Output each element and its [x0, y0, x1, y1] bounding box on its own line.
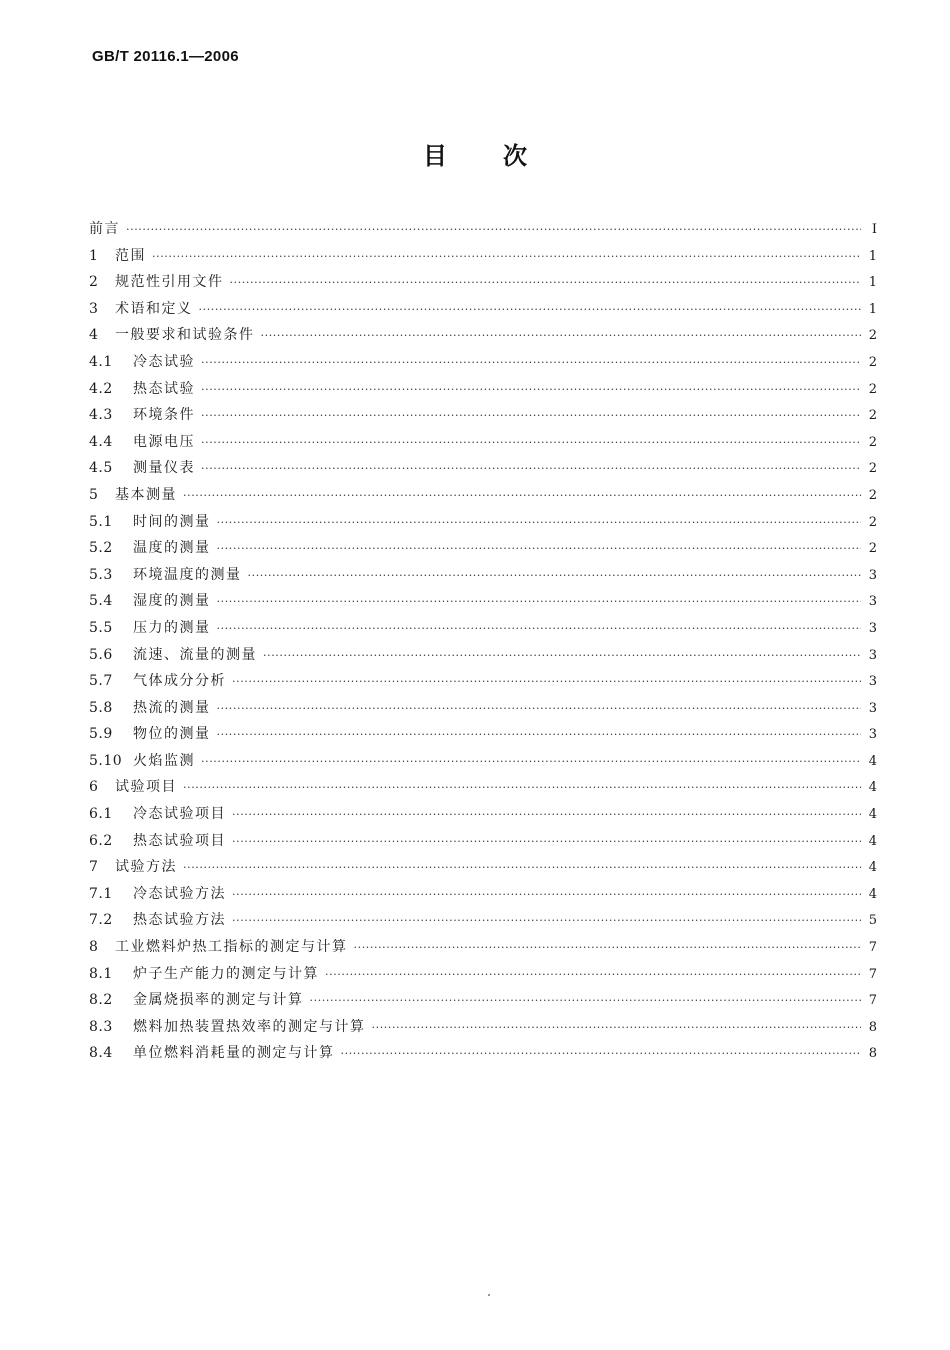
toc-entry-title: 热流的测量: [133, 699, 211, 716]
toc-leader-dots: [201, 462, 861, 475]
toc-entry-number: 4.3: [89, 407, 113, 424]
toc-entry-page: 3: [868, 620, 877, 636]
toc-leader-dots: [372, 1021, 862, 1034]
toc-entry-title: 压力的测量: [133, 619, 211, 636]
toc-entry[interactable]: [89, 537, 877, 564]
toc-leader-dots: [217, 622, 862, 635]
toc-entry[interactable]: [89, 803, 877, 830]
toc-entry-page: 3: [868, 700, 877, 716]
toc-entry-title: 工业燃料炉热工指标的测定与计算: [115, 939, 348, 956]
toc-leader-dots: [232, 835, 861, 848]
toc-entry[interactable]: [89, 351, 877, 378]
toc-entry-page: 2: [868, 408, 877, 424]
toc-leader-dots: [217, 702, 862, 715]
toc-entry-title: 冷态试验项目: [133, 806, 226, 823]
toc-entry[interactable]: [89, 963, 877, 990]
toc-leader-dots: [201, 409, 861, 422]
toc-entry-title: 试验项目: [115, 779, 177, 796]
toc-entry-page: 4: [868, 753, 877, 769]
toc-entry-number: 6.1: [89, 806, 113, 823]
toc-entry-number: 4.5: [89, 460, 113, 477]
toc-leader-dots: [232, 675, 861, 688]
toc-entry-page: 4: [868, 807, 877, 823]
toc-entry-number: 6.2: [89, 832, 113, 849]
toc-entry-number: 5.2: [89, 540, 113, 557]
toc-entry-title: 冷态试验方法: [133, 885, 226, 902]
toc-leader-dots: [232, 914, 861, 927]
toc-entry[interactable]: [89, 271, 877, 298]
toc-leader-dots: [201, 356, 861, 369]
toc-entry-title: 湿度的测量: [133, 593, 211, 610]
toc-entry[interactable]: [89, 324, 877, 351]
toc-entry-number: 2: [89, 274, 99, 291]
toc-entry-number: 4: [89, 327, 99, 344]
toc-leader-dots: [152, 250, 861, 263]
toc-entry-page: 3: [868, 727, 877, 743]
toc-leader-dots: [217, 595, 862, 608]
toc-leader-dots: [126, 223, 861, 236]
toc-entry-number: 5.5: [89, 619, 113, 636]
toc-entry[interactable]: [89, 697, 877, 724]
toc-entry-number: 7: [89, 859, 99, 876]
toc-entry-title: 测量仪表: [133, 460, 195, 477]
toc-leader-dots: [201, 755, 861, 768]
toc-entry[interactable]: [89, 989, 877, 1016]
toc-entry-number: 5.7: [89, 673, 113, 690]
title-char: 目: [423, 142, 447, 170]
toc-entry-page: 3: [868, 594, 877, 610]
toc-entry-number: 5.9: [89, 726, 113, 743]
toc-entry-page: 2: [868, 354, 877, 370]
toc-entry-title: 气体成分分析: [133, 673, 226, 690]
toc-entry-title: 前言: [89, 221, 120, 237]
toc-entry-page: 1: [868, 301, 877, 317]
toc-leader-dots: [183, 861, 861, 874]
toc-entry[interactable]: [89, 723, 877, 750]
toc-entry-number: 8.3: [89, 1018, 113, 1035]
toc-entry-title: 炉子生产能力的测定与计算: [133, 965, 319, 982]
toc-entry-number: 5.1: [89, 513, 113, 530]
toc-entry-number: 1: [89, 247, 99, 264]
toc-leader-dots: [325, 968, 861, 981]
toc-entry-page: 3: [868, 674, 877, 690]
toc-entry-title: 环境条件: [133, 407, 195, 424]
toc-entry[interactable]: [89, 1042, 877, 1069]
toc-entry[interactable]: [89, 431, 877, 458]
toc-entry-title: 物位的测量: [133, 726, 211, 743]
toc-leader-dots: [341, 1047, 862, 1060]
toc-leader-dots: [232, 808, 861, 821]
toc-entry[interactable]: [89, 511, 877, 538]
toc-entry-title: 流速、流量的测量: [133, 646, 257, 663]
toc-entry[interactable]: [89, 218, 877, 245]
toc-entry-page: 2: [868, 381, 877, 397]
toc-entry-page: 2: [868, 514, 877, 530]
toc-leader-dots: [263, 649, 861, 662]
toc-entry-page: 1: [868, 275, 877, 291]
toc-entry-page: 7: [868, 940, 877, 956]
toc-entry-number: 8.4: [89, 1045, 113, 1062]
toc-entry[interactable]: [89, 378, 877, 405]
toc-entry-title: 试验方法: [115, 859, 177, 876]
toc-entry-number: 8.2: [89, 992, 113, 1009]
toc-entry[interactable]: [89, 617, 877, 644]
toc-entry-page: 4: [868, 833, 877, 849]
toc-leader-dots: [354, 941, 862, 954]
toc-entry-title: 燃料加热装置热效率的测定与计算: [133, 1018, 366, 1035]
toc-entry[interactable]: [89, 856, 877, 883]
toc-entry-title: 热态试验方法: [133, 912, 226, 929]
toc-entry-title: 电源电压: [133, 433, 195, 450]
toc-entry[interactable]: [89, 883, 877, 910]
toc-entry-number: 5.10: [89, 752, 123, 769]
toc-leader-dots: [217, 542, 862, 555]
toc-entry-title: 冷态试验: [133, 353, 195, 370]
toc-entry-title: 单位燃料消耗量的测定与计算: [133, 1045, 335, 1062]
toc-entry[interactable]: [89, 298, 877, 325]
toc-entry-number: 5.6: [89, 646, 113, 663]
toc-entry-page: 2: [868, 541, 877, 557]
toc-entry-title: 金属烧损率的测定与计算: [133, 992, 304, 1009]
toc-entry-number: 7.2: [89, 912, 113, 929]
toc-entry-number: 5.3: [89, 566, 113, 583]
toc-entry-page: 4: [868, 780, 877, 796]
toc-entry[interactable]: [89, 1016, 877, 1043]
toc-entry-title: 温度的测量: [133, 540, 211, 557]
toc-entry-title: 环境温度的测量: [133, 566, 242, 583]
toc-entry[interactable]: [89, 670, 877, 697]
toc-entry-title: 一般要求和试验条件: [115, 327, 255, 344]
toc-leader-dots: [248, 569, 862, 582]
toc-leader-dots: [199, 303, 862, 316]
toc-entry-page: 3: [868, 647, 877, 663]
toc-entry-page: 8: [868, 1046, 877, 1062]
toc-leader-dots: [201, 436, 861, 449]
toc-leader-dots: [310, 994, 862, 1007]
toc-entry-page: 8: [868, 1019, 877, 1035]
toc-entry[interactable]: [89, 245, 877, 272]
toc-entry-title: 术语和定义: [115, 300, 193, 317]
toc-entry-number: 5: [89, 486, 99, 503]
toc-entry[interactable]: [89, 564, 877, 591]
toc-entry-number: 8.1: [89, 965, 113, 982]
toc-entry-number: 5.8: [89, 699, 113, 716]
toc-entry-number: 4.2: [89, 380, 113, 397]
toc-entry-page: 4: [868, 860, 877, 876]
scan-speck: [488, 1294, 490, 1296]
toc-entry-number: 8: [89, 939, 99, 956]
toc-entry-page: 7: [868, 993, 877, 1009]
page-title: [0, 136, 950, 171]
toc-entry-page: 2: [868, 328, 877, 344]
toc-leader-dots: [201, 383, 861, 396]
toc-entry-page: 7: [868, 966, 877, 982]
toc-entry-number: 7.1: [89, 885, 113, 902]
toc-leader-dots: [232, 888, 861, 901]
toc-leader-dots: [183, 489, 861, 502]
standard-number: GB/T 20116.1—2006: [92, 48, 239, 65]
title-char: 次: [503, 142, 527, 170]
toc-entry-number: 6: [89, 779, 99, 796]
toc-leader-dots: [261, 329, 862, 342]
toc-entry-title: 热态试验项目: [133, 832, 226, 849]
toc-entry[interactable]: [89, 590, 877, 617]
toc-entry[interactable]: [89, 776, 877, 803]
toc-entry-page: Ⅰ: [871, 222, 877, 237]
toc-entry-page: 1: [868, 248, 877, 264]
toc-leader-dots: [183, 781, 861, 794]
toc-entry-page: 3: [868, 567, 877, 583]
toc-leader-dots: [217, 516, 862, 529]
toc-entry-number: 4.4: [89, 433, 113, 450]
toc-entry-title: 基本测量: [115, 486, 177, 503]
toc-entry-number: 5.4: [89, 593, 113, 610]
toc-entry-number: 3: [89, 300, 99, 317]
toc-entry[interactable]: [89, 909, 877, 936]
toc-entry-page: 4: [868, 886, 877, 902]
toc-entry[interactable]: [89, 830, 877, 857]
toc-entry[interactable]: [89, 936, 877, 963]
toc-entry-number: 4.1: [89, 353, 113, 370]
table-of-contents: [89, 218, 877, 1069]
toc-leader-dots: [217, 728, 862, 741]
toc-entry[interactable]: [89, 457, 877, 484]
toc-entry-page: 2: [868, 487, 877, 503]
toc-entry-title: 火焰监测: [133, 752, 195, 769]
toc-entry-title: 范围: [115, 247, 146, 264]
toc-entry-title: 热态试验: [133, 380, 195, 397]
toc-entry[interactable]: [89, 484, 877, 511]
toc-entry-title: 时间的测量: [133, 513, 211, 530]
toc-leader-dots: [230, 276, 862, 289]
toc-entry-page: 5: [868, 913, 877, 929]
toc-entry[interactable]: [89, 750, 877, 777]
toc-entry-title: 规范性引用文件: [115, 274, 224, 291]
toc-entry-page: 2: [868, 461, 877, 477]
toc-entry[interactable]: [89, 644, 877, 671]
toc-entry[interactable]: [89, 404, 877, 431]
toc-entry-page: 2: [868, 434, 877, 450]
